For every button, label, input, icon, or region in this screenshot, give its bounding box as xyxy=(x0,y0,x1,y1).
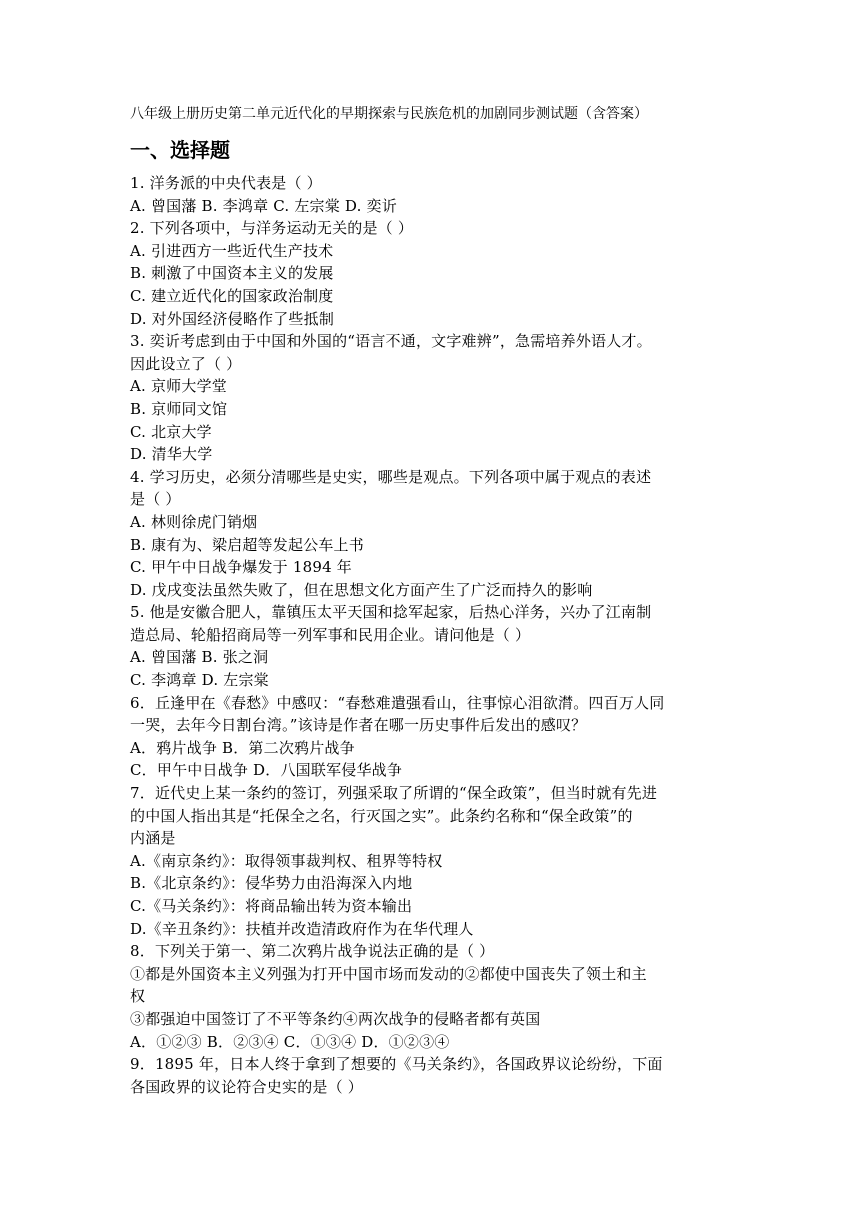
text-line: 权 xyxy=(130,987,146,1006)
text-line: ③都强迫中国签订了不平等条约④两次战争的侵略者都有英国 xyxy=(130,1009,541,1028)
text-line: B. 京师同文馆 xyxy=(130,399,228,418)
text-line: D. 清华大学 xyxy=(130,445,213,464)
text-line: C. 甲午中日战争爆发于 1894 年 xyxy=(130,558,352,577)
text-line: C. 李鸿章 D. 左宗棠 xyxy=(130,671,269,690)
text-line: A.《南京条约》：取得领事裁判权、租界等特权 xyxy=(130,851,443,870)
text-line: 因此设立了（ ） xyxy=(130,354,242,373)
text-line: 3. 奕䜣考虑到由于中国和外国的“语言不通，文字难辨”，急需培养外语人才。 xyxy=(130,332,652,351)
text-line: A. 林则徐虎门销烟 xyxy=(130,512,258,531)
text-line: A. 京师大学堂 xyxy=(130,377,227,396)
text-line: 6．丘逢甲在《春愁》中感叹：“春愁难遣强看山，往事惊心泪欲潸。四百万人同 xyxy=(130,693,665,712)
text-line: 是（ ） xyxy=(130,490,181,509)
text-line: A．①②③ B．②③④ C．①③④ D．①②③④ xyxy=(130,1032,450,1051)
text-line: C. 建立近代化的国家政治制度 xyxy=(130,286,334,305)
text-line: 2. 下列各项中，与洋务运动无关的是（ ） xyxy=(130,219,414,238)
text-line: A. 曾国藩 B. 李鸿章 C. 左宗棠 D. 奕䜣 xyxy=(130,196,397,215)
text-line: 内涵是 xyxy=(130,829,176,848)
question-body xyxy=(130,172,730,1098)
text-line: 8．下列关于第一、第二次鸦片战争说法正确的是（ ） xyxy=(130,942,495,961)
text-line: C.《马关条约》：将商品输出转为资本输出 xyxy=(130,897,413,915)
text-line: D. 戊戌变法虽然失败了，但在思想文化方面产生了广泛而持久的影响 xyxy=(130,580,593,599)
text-line: C．甲午中日战争 D．八国联军侵华战争 xyxy=(130,761,403,780)
section-heading: 一、选择题 xyxy=(130,138,230,162)
text-line: 一哭，去年今日割台湾。”该诗是作者在哪一历史事件后发出的感叹？ xyxy=(130,716,587,735)
text-line: C. 北京大学 xyxy=(130,422,212,441)
text-line: D.《辛丑条约》：扶植并改造清政府作为在华代理人 xyxy=(130,919,474,938)
text-line: B.《北京条约》：侵华势力由沿海深入内地 xyxy=(130,874,413,893)
text-line: 4. 学习历史，必须分清哪些是史实，哪些是观点。下列各项中属于观点的表述 xyxy=(130,467,652,486)
text-line: A. 引进西方一些近代生产技术 xyxy=(130,241,334,260)
text-line: 5. 他是安徽合肥人，靠镇压太平天国和捻军起家，后热心洋务，兴办了江南制 xyxy=(130,603,652,622)
text-line: 9．1895 年，日本人终于拿到了想要的《马关条约》，各国政界议论纷纷，下面 xyxy=(130,1055,663,1074)
text-line: ①都是外国资本主义列强为打开中国市场而发动的②都使中国丧失了领土和主 xyxy=(130,964,647,983)
document-title: 八年级上册历史第二单元近代化的早期探索与民族危机的加剧同步测试题（含答案） xyxy=(130,106,648,122)
text-line: B. 康有为、梁启超等发起公车上书 xyxy=(130,535,364,554)
text-line: D. 对外国经济侵略作了些抵制 xyxy=(130,309,335,328)
text-line: 各国政界的议论符合史实的是（ ） xyxy=(130,1077,363,1096)
text-line: A．鸦片战争 B．第二次鸦片战争 xyxy=(130,738,355,757)
text-line: 的中国人指出其是“托保全之名，行灭国之实”。此条约名称和“保全政策”的 xyxy=(130,806,633,825)
text-line: 7．近代史上某一条约的签订，列强采取了所谓的“保全政策”，但当时就有先进 xyxy=(130,784,658,803)
text-line: B. 刺激了中国资本主义的发展 xyxy=(130,264,334,283)
text-line: 1. 洋务派的中央代表是（ ） xyxy=(130,174,322,192)
text-line: 造总局、轮船招商局等一列军事和民用企业。请问他是（ ） xyxy=(130,625,531,644)
text-line: A. 曾国藩 B. 张之洞 xyxy=(130,648,269,667)
